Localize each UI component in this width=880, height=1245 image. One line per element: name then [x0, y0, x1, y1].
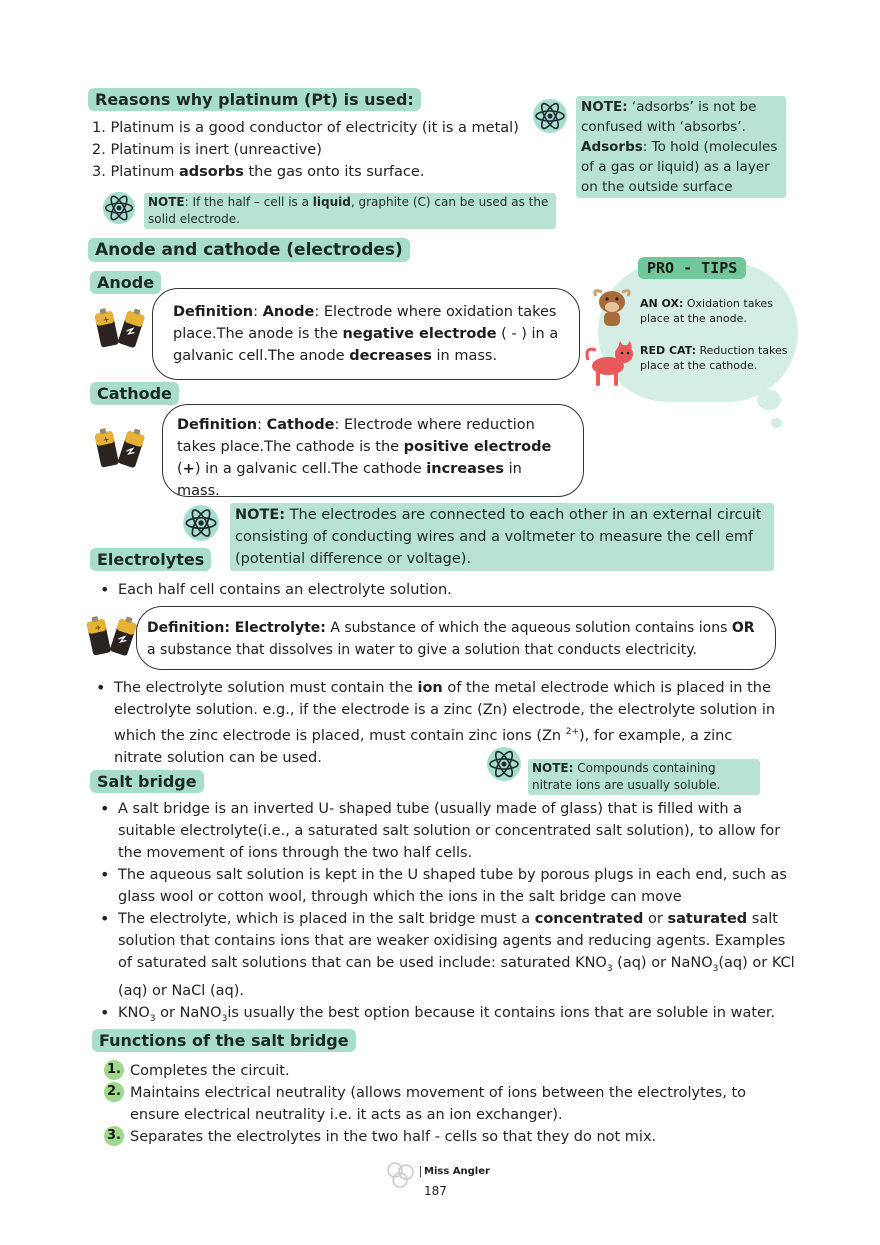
note-nitrate: NOTE: Compounds containing nitrate ions are usually soluble. — [528, 759, 760, 795]
page-number: 187 — [424, 1184, 447, 1198]
platinum-list — [92, 117, 542, 183]
footer-author: Miss Angler — [420, 1166, 490, 1177]
list-item: 2. Maintains electrical neutrality (allows movement of ions between the electrolytes, to ensure electrical neutrality i.e. it acts as an ion exchanger). — [104, 1082, 784, 1126]
protips-cloud-bubble — [771, 418, 782, 428]
cat-icon — [584, 340, 638, 390]
electrolytes-heading: Electrolytes — [90, 548, 211, 571]
battery-icon — [84, 612, 138, 660]
platinum-item-2: 2. Platinum is inert (unreactive) — [92, 142, 322, 158]
list-item: • Each half cell contains an electrolyte solution. — [96, 579, 796, 601]
functions-heading: Functions of the salt bridge — [92, 1029, 356, 1052]
anode-heading-wrap — [90, 271, 161, 294]
svg-text:+: + — [101, 434, 111, 445]
svg-text:+: + — [101, 314, 111, 325]
list-item: • The aqueous salt solution is kept in the U shaped tube by porous plugs in each end, such as glass wool or cotton wool, through which the ions in the salt bridge can move — [96, 864, 796, 908]
saltbridge-list — [96, 798, 796, 1030]
electrolyte-definition-box: Definition: Electrolyte: A substance of which the aqueous solution contains ions OR a substance that dissolves in water to give a solution that conducts electricity. — [136, 606, 776, 670]
platinum-heading-wrap — [88, 88, 421, 111]
list-item: • The electrolyte, which is placed in the salt bridge must a concentrated or saturated salt solution that contains ions that are weaker oxidising agents and reducing agents. Examples of saturated salt solutions that can be used include: saturated $KNO_3$ (aq) or NaNO$_3$(aq) or KCl (aq) or NaCl (aq). — [96, 908, 796, 1002]
electrodes-heading-wrap — [88, 238, 410, 262]
battery-icon — [92, 424, 146, 472]
protips-cloud-bubble — [757, 390, 781, 410]
list-item: 1. Completes the circuit. — [104, 1060, 784, 1082]
number-badge: 3. — [104, 1126, 124, 1146]
protips-title: PRO - TIPS — [638, 257, 746, 279]
list-item: 3. Separates the electrolytes in the two half - cells so that they do not mix. — [104, 1126, 784, 1148]
platinum-item-1: 1. Platinum is a good conductor of electricity (it is a metal) — [92, 120, 519, 136]
atom-icon — [484, 744, 524, 784]
cathode-definition-box: Definition: Cathode: Electrode where reduction takes place.The cathode is the positive electrode (+) in a galvanic cell.The cathode increases in mass. — [162, 404, 584, 497]
protip-redcat: RED CAT: Reduction takes place at the cathode. — [640, 344, 788, 372]
atom-icon — [180, 502, 222, 544]
list-item: • $KNO_3$ or NaNO$_3$is usually the best option because it contains ions that are soluble in water. — [96, 1002, 796, 1030]
note-liquid: NOTE: If the half – cell is a liquid, graphite (C) can be used as the solid electrode. — [144, 193, 556, 229]
electrolytes-list-2 — [92, 677, 782, 769]
ox-icon — [590, 286, 634, 330]
functions-list — [104, 1060, 784, 1148]
list-item: • The electrolyte solution must contain the ion of the metal electrode which is placed in the electrolyte solution. e.g., if the electrode is a zinc (Zn) electrode, the electrolyte solution in which the zinc electrode is placed, must contain zinc ions (Zn $^{2+}$), for example, a zinc nitrate solution can be used. — [92, 677, 782, 769]
cathode-heading: Cathode — [90, 382, 179, 405]
note-circuit: NOTE: The electrodes are connected to each other in an external circuit consisting of conducting wires and a voltmeter to measure the cell emf (potential difference or voltage). — [230, 503, 774, 571]
atom-icon — [100, 189, 138, 227]
battery-icon — [92, 304, 146, 352]
electrodes-heading: Anode and cathode (electrodes) — [88, 238, 410, 262]
platinum-item-3: 3. Platinum adsorbs the gas onto its surface. — [92, 164, 425, 180]
note-adsorbs: NOTE: ‘adsorbs’ is not be confused with ‘absorbs’. Adsorbs: To hold (molecules of a gas or liquid) as a layer on the outside surface — [576, 96, 786, 198]
cathode-heading-wrap — [90, 382, 179, 405]
saltbridge-heading-wrap — [90, 770, 204, 793]
anode-definition-box: Definition: Anode: Electrode where oxidation takes place.The anode is the negative electrode ( - ) in a galvanic cell.The anode decreases in mass. — [152, 288, 580, 380]
platinum-heading: Reasons why platinum (Pt) is used: — [88, 88, 421, 111]
saltbridge-heading: Salt bridge — [90, 770, 204, 793]
electrolytes-list-1 — [96, 579, 796, 601]
list-item: • A salt bridge is an inverted U- shaped tube (usually made of glass) that is filled with a suitable electrolyte(i.e., a saturated salt solution or concentrated salt solution), to allow for the movement of ions through the two half cells. — [96, 798, 796, 864]
number-badge: 2. — [104, 1082, 124, 1102]
logo-icon — [384, 1160, 420, 1190]
functions-heading-wrap — [92, 1029, 356, 1052]
atom-icon — [530, 96, 570, 136]
protip-anox: AN OX: Oxidation takes place at the anode. — [640, 297, 773, 325]
number-badge: 1. — [104, 1060, 124, 1080]
svg-text:+: + — [93, 622, 103, 633]
anode-heading: Anode — [90, 271, 161, 294]
electrolytes-heading-wrap — [90, 548, 211, 571]
